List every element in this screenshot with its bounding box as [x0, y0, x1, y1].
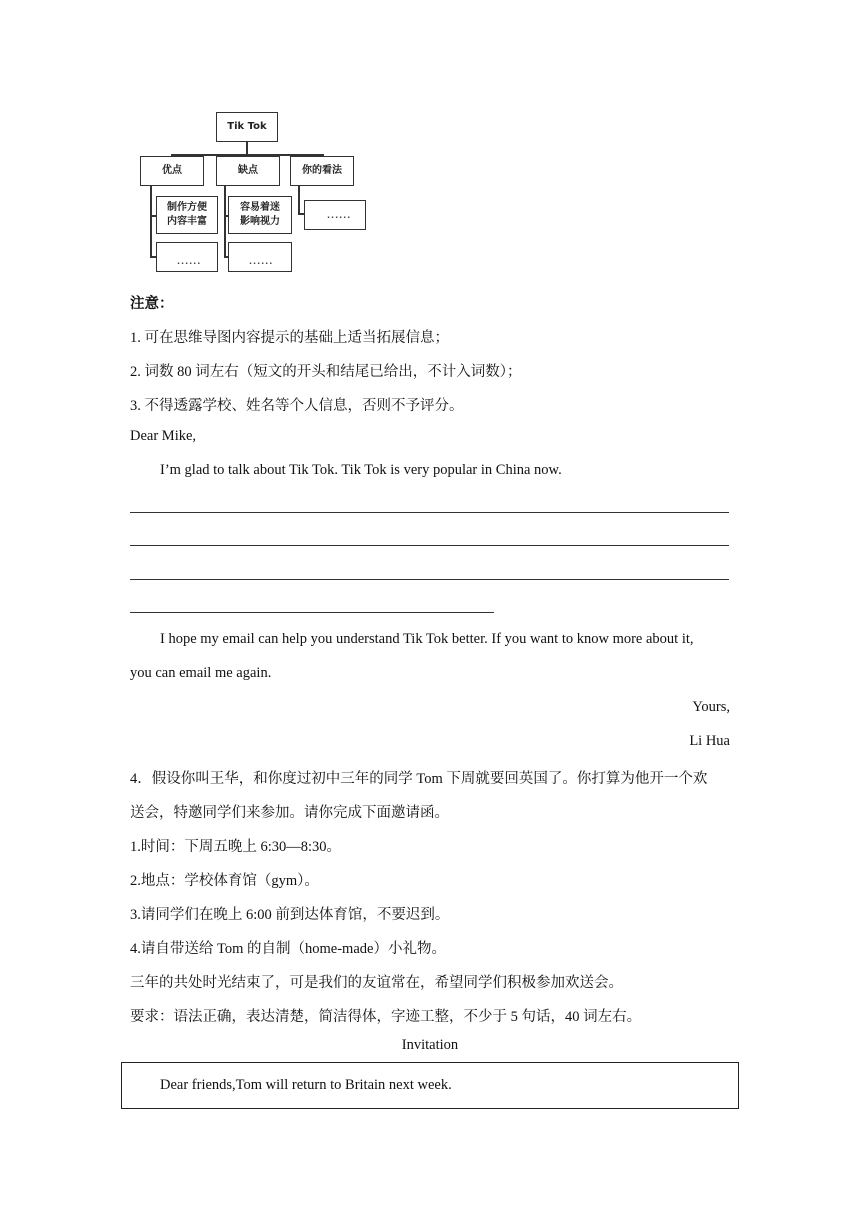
invitation-box — [121, 1062, 739, 1109]
mindmap-pros-extra — [156, 242, 218, 272]
mindmap-root — [216, 112, 278, 142]
cons-item: 影响视力 — [240, 216, 280, 227]
pros-item: 内容丰富 — [167, 216, 207, 227]
connector — [150, 186, 152, 258]
cons-item: 容易着迷 — [240, 202, 280, 213]
connector — [224, 186, 226, 258]
letter-signoff: Yours, — [692, 699, 730, 715]
task4-intro: 4．假设你叫王华，和你度过初中三年的同学 Tom 下周就要回英国了。你打算为他开一个欢 — [130, 771, 708, 787]
task4-point: 1.时间：下周五晚上 6:30—8:30。 — [130, 839, 342, 855]
mindmap-opinion — [290, 156, 354, 186]
letter-salutation: Dear Mike, — [130, 428, 197, 444]
note-item: 1. 可在思维导图内容提示的基础上适当拓展信息； — [130, 330, 449, 346]
letter-closing: I hope my email can help you understand Tik Tok better. If you want to know more about it, — [160, 631, 694, 647]
task4-point: 2.地点：学校体育馆（gym）。 — [130, 873, 319, 889]
note-item: 2. 词数 80 词左右（短文的开头和结尾已给出，不计入词数）； — [130, 364, 522, 380]
mindmap-opinion-detail — [304, 200, 366, 230]
mindmap-root-label: Tik Tok — [227, 121, 267, 132]
mindmap-cons-label: 缺点 — [238, 165, 258, 176]
mindmap-pros — [140, 156, 204, 186]
placeholder-dots: ...... — [249, 257, 274, 266]
answer-line — [130, 612, 494, 613]
placeholder-dots: ...... — [177, 257, 202, 266]
answer-line — [130, 545, 729, 546]
connector — [298, 186, 300, 214]
invitation-opening: Dear friends,Tom will return to Britain next week. — [160, 1077, 452, 1093]
answer-line — [130, 512, 729, 513]
connector — [246, 142, 248, 154]
invitation-title: Invitation — [401, 1037, 459, 1053]
task4-intro-cont: 送会，特邀同学们来参加。请你完成下面邀请函。 — [130, 805, 449, 821]
note-item: 3. 不得透露学校、姓名等个人信息，否则不予评分。 — [130, 398, 464, 414]
notes-heading: 注意： — [130, 296, 174, 312]
mindmap-cons — [216, 156, 280, 186]
letter-opening: I’m glad to talk about Tik Tok. Tik Tok is very popular in China now. — [160, 462, 562, 478]
task4-requirement: 要求：语法正确，表达清楚，简洁得体，字迹工整，不少于 5 句话，40 词左右。 — [130, 1009, 642, 1025]
task4-point: 4.请自带送给 Tom 的自制（home-made）小礼物。 — [130, 941, 446, 957]
task4-summary: 三年的共处时光结束了，可是我们的友谊常在，希望同学们积极参加欢送会。 — [130, 975, 623, 991]
mindmap-cons-detail — [228, 196, 292, 234]
task4-point: 3.请同学们在晚上 6:00 前到达体育馆，不要迟到。 — [130, 907, 450, 923]
mindmap-cons-extra — [228, 242, 292, 272]
mindmap-pros-detail — [156, 196, 218, 234]
pros-item: 制作方便 — [167, 202, 207, 213]
placeholder-dots: ...... — [327, 211, 352, 220]
letter-closing-cont: you can email me again. — [130, 665, 272, 681]
mindmap-opinion-label: 你的看法 — [302, 165, 342, 176]
letter-signature: Li Hua — [689, 733, 730, 749]
mindmap-pros-label: 优点 — [162, 165, 182, 176]
answer-line — [130, 579, 729, 580]
